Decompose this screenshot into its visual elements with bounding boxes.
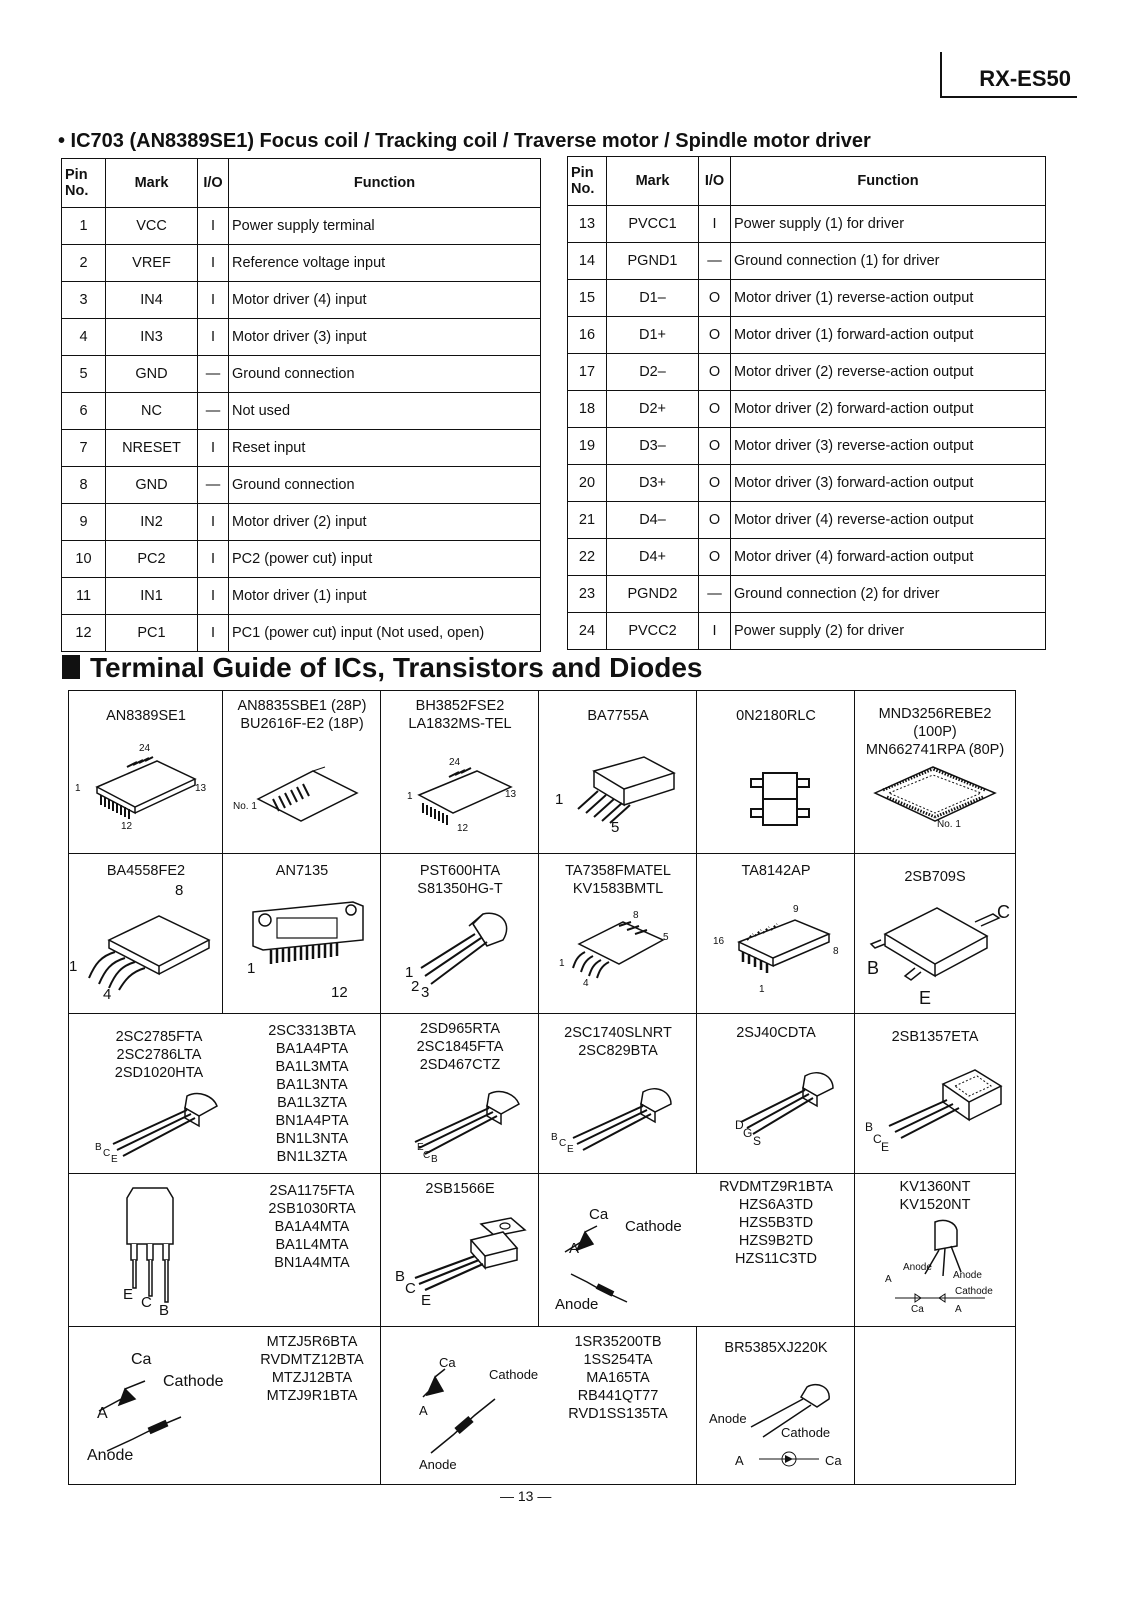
guide-cell-mtzj5r6bta: [223, 1327, 381, 1484]
guide-cell-ba7755a: [539, 691, 697, 854]
pin-label: A: [955, 1304, 962, 1315]
part-numbers: 0N2180RLC: [736, 708, 816, 724]
guide-cell-2sa1175fta: [223, 1174, 381, 1327]
pin-io: I: [198, 245, 229, 282]
header-function: Function: [229, 159, 541, 208]
guide-cell-empty: [855, 1327, 1015, 1484]
pin-label: A: [419, 1403, 428, 1418]
pin-label: Ca: [825, 1453, 842, 1468]
pin-row: [568, 539, 1046, 576]
pin-number: 11: [62, 578, 106, 615]
pin-row: [62, 245, 541, 282]
pin-function: Power supply (1) for driver: [731, 206, 1046, 243]
part-numbers: BR5385XJ220K: [724, 1340, 828, 1356]
pin-number: 21: [568, 502, 607, 539]
part-numbers: 2SA1175FTA 2SB1030RTA BA1A4MTA BA1L4MTA BN1A4MTA: [268, 1183, 356, 1271]
pin-mark: D4+: [607, 539, 699, 576]
pin-label: G: [743, 1126, 753, 1140]
part-numbers: TA8142AP: [741, 863, 811, 879]
pin-mark: PC1: [106, 615, 198, 652]
guide-cell-diode-a: [539, 1174, 697, 1327]
pin-label: 4: [583, 978, 589, 989]
pin-label: Anode: [87, 1447, 134, 1464]
pin-number: 3: [62, 282, 106, 319]
ic-package-drawing: [79, 902, 214, 992]
pin-io: O: [699, 428, 731, 465]
pin-io: O: [699, 280, 731, 317]
pin-function: Motor driver (2) forward-action output: [731, 391, 1046, 428]
guide-cell-diode-b: [69, 1327, 223, 1484]
pin-mark: IN2: [106, 504, 198, 541]
pin-function: PC2 (power cut) input: [229, 541, 541, 578]
pin-row: [568, 280, 1046, 317]
pin-function: Ground connection (1) for driver: [731, 243, 1046, 280]
pin-label: 24: [449, 757, 461, 768]
pin-label: C: [423, 1150, 431, 1161]
pin-number: 10: [62, 541, 106, 578]
pin-mark: VCC: [106, 208, 198, 245]
pin-label: E: [417, 1142, 424, 1153]
pin-label: C: [559, 1138, 567, 1149]
pin-label: C: [103, 1148, 111, 1159]
pin-io: I: [198, 504, 229, 541]
part-numbers: 2SJ40CDTA: [736, 1025, 816, 1041]
chip-package-drawing: [745, 769, 815, 829]
pin-label: Anode: [419, 1457, 457, 1472]
pin-function: Motor driver (1) input: [229, 578, 541, 615]
part-numbers: 2SC3313BTA BA1A4PTA BA1L3MTA BA1L3NTA BA1L3ZTA BN1A4PTA BN1L3NTA BN1L3ZTA: [268, 1023, 356, 1165]
pin-label: 5: [611, 819, 620, 836]
pin-function: Motor driver (3) reverse-action output: [731, 428, 1046, 465]
pin-label: B: [395, 1268, 406, 1285]
to220-package-drawing: [401, 1214, 531, 1304]
guide-cell-ta8142ap: [697, 854, 855, 1014]
pin-label: Cathode: [489, 1367, 539, 1382]
header-pin-no: Pin No.: [62, 159, 106, 208]
pin-number: 2: [62, 245, 106, 282]
pin-label: 1: [759, 984, 765, 995]
pin-label: E: [567, 1144, 574, 1155]
pin-label: Anode: [555, 1296, 599, 1313]
guide-cell-1sr35200tb: [539, 1327, 697, 1484]
guide-cell-ta7358fmatel: [539, 854, 697, 1014]
pin-label: B: [431, 1154, 438, 1165]
pin-io: I: [198, 282, 229, 319]
part-numbers: BA7755A: [587, 708, 649, 724]
part-numbers: PST600HTA S81350HG-T: [417, 863, 503, 897]
part-numbers: 2SB1357ETA: [891, 1029, 979, 1045]
pin-label: Ca: [911, 1304, 924, 1315]
pin-io: I: [198, 615, 229, 652]
pin-label: 8: [633, 910, 639, 921]
pin-function: Motor driver (2) reverse-action output: [731, 354, 1046, 391]
header-function: Function: [731, 157, 1046, 206]
pin-function: Reference voltage input: [229, 245, 541, 282]
pin-label: Cathode: [781, 1425, 831, 1440]
pin-number: 1: [62, 208, 106, 245]
pin-io: I: [198, 541, 229, 578]
section-square-bullet: [62, 655, 80, 679]
part-numbers: RVDMTZ9R1BTA HZS6A3TD HZS5B3TD HZS9B2TD HZS11C3TD: [719, 1179, 833, 1267]
guide-cell-rvdmtz9r1bta: [697, 1174, 855, 1327]
terminal-guide-grid: [68, 690, 1016, 1485]
pin-label: D: [735, 1118, 744, 1132]
pin-row: [568, 243, 1046, 280]
pin-mark: IN1: [106, 578, 198, 615]
pin-function: Ground connection: [229, 356, 541, 393]
guide-cell-2sd965rta: [381, 1014, 539, 1174]
pin-io: O: [699, 465, 731, 502]
guide-cell-2sc1740slnrt: [539, 1014, 697, 1174]
pin-mark: D2–: [607, 354, 699, 391]
pin-number: 16: [568, 317, 607, 354]
pin-number: 12: [62, 615, 106, 652]
model-number: RX-ES50: [979, 66, 1071, 91]
pin-row: [568, 502, 1046, 539]
pin-row: [62, 282, 541, 319]
pin-mark: NRESET: [106, 430, 198, 467]
pin-label: B: [159, 1302, 170, 1319]
pin-mark: PVCC1: [607, 206, 699, 243]
header-mark: Mark: [607, 157, 699, 206]
pin-io: I: [699, 206, 731, 243]
pin-label: Cathode: [163, 1373, 224, 1390]
pin-row: [568, 613, 1046, 650]
pin-label: Cathode: [955, 1286, 993, 1297]
pin-row: [62, 541, 541, 578]
part-numbers: AN7135: [275, 863, 329, 879]
guide-cell-kv1360nt: [855, 1174, 1015, 1327]
pin-io: —: [198, 356, 229, 393]
part-numbers: 2SB1566E: [425, 1181, 495, 1197]
pin-label: Anode: [709, 1411, 747, 1426]
guide-cell-2sc2785fta: [69, 1014, 223, 1174]
pin-io: —: [699, 243, 731, 280]
pin-function: Motor driver (3) input: [229, 319, 541, 356]
guide-cell-mnd3256rebe2: [855, 691, 1015, 854]
pin-label: 1: [555, 791, 564, 808]
pin-label: Anode: [953, 1270, 982, 1281]
pin-number: 15: [568, 280, 607, 317]
pin-label: A: [569, 1240, 580, 1257]
pin-label: E: [881, 1140, 890, 1154]
pin-mark: D4–: [607, 502, 699, 539]
pin-mark: PGND2: [607, 576, 699, 613]
pin-io: O: [699, 317, 731, 354]
guide-cell-to126: [69, 1174, 223, 1327]
pin-label: C: [141, 1294, 152, 1311]
guide-cell-2sb1566e: [381, 1174, 539, 1327]
pin-label: 1: [75, 783, 81, 794]
pin-label: 12: [331, 984, 348, 1001]
ic-package-drawing: [253, 759, 363, 829]
pin-row: [568, 354, 1046, 391]
header-io: I/O: [198, 159, 229, 208]
pin-function: Not used: [229, 393, 541, 430]
pin-function: Ground connection: [229, 467, 541, 504]
pin-row: [568, 465, 1046, 502]
pin-label: Ca: [589, 1206, 609, 1223]
part-numbers: TA7358FMATEL KV1583BMTL: [565, 863, 671, 897]
pin-label: 9: [793, 904, 799, 915]
to92-package-drawing: [403, 906, 523, 991]
pin-row: [62, 504, 541, 541]
transistor-package-drawing: [559, 1080, 689, 1150]
part-numbers: BA4558FE2: [106, 863, 186, 879]
pin-mark: PC2: [106, 541, 198, 578]
pin-label: 1: [405, 964, 414, 981]
pin-mark: PGND1: [607, 243, 699, 280]
pin-number: 24: [568, 613, 607, 650]
pin-label: E: [111, 1154, 118, 1165]
pin-io: O: [699, 502, 731, 539]
pin-mark: NC: [106, 393, 198, 430]
pin-label: Cathode: [625, 1218, 682, 1235]
pin-number: 7: [62, 430, 106, 467]
pin-number: 20: [568, 465, 607, 502]
pin-number: 8: [62, 467, 106, 504]
pin-row: [62, 467, 541, 504]
pin-label: 4: [103, 986, 112, 1003]
varicap-package-drawing: [885, 1216, 995, 1316]
pin-number: 17: [568, 354, 607, 391]
pin-table-right: [567, 156, 1046, 650]
pin-row: [568, 206, 1046, 243]
pin-label: B: [551, 1132, 558, 1143]
pin-io: —: [699, 576, 731, 613]
pin-label: 2: [411, 978, 420, 995]
pin-label: 8: [175, 882, 184, 899]
pin-label: E: [421, 1292, 432, 1309]
pin-io: I: [198, 578, 229, 615]
pin-number: 9: [62, 504, 106, 541]
part-numbers: 1SR35200TB 1SS254TA MA165TA RB441QT77 RVD1SS135TA: [568, 1334, 668, 1422]
pin-label: 24: [139, 743, 151, 754]
pin-label: 12: [457, 823, 469, 834]
pin-label: 13: [195, 783, 207, 794]
header-mark: Mark: [106, 159, 198, 208]
pin-mark: D1–: [607, 280, 699, 317]
pin-row: [62, 578, 541, 615]
ic-package-drawing: [87, 749, 207, 824]
pin-label: 12: [121, 821, 133, 832]
pin-mark: D3–: [607, 428, 699, 465]
pin-number: 14: [568, 243, 607, 280]
pin-mark: GND: [106, 356, 198, 393]
guide-cell-2sb709s: [855, 854, 1015, 1014]
pin-function: Motor driver (1) reverse-action output: [731, 280, 1046, 317]
pin-mark: D2+: [607, 391, 699, 428]
guide-cell-2sb1357eta: [855, 1014, 1015, 1174]
pin-row: [62, 393, 541, 430]
part-numbers: 2SD965RTA 2SC1845FTA 2SD467CTZ: [416, 1021, 504, 1073]
pin-function: Motor driver (1) forward-action output: [731, 317, 1046, 354]
pin-io: O: [699, 354, 731, 391]
pin-label: B: [865, 1120, 874, 1134]
pin-label: S: [753, 1134, 762, 1148]
pin-number: 19: [568, 428, 607, 465]
pin-row: [62, 208, 541, 245]
pin-label: A: [97, 1405, 108, 1422]
pin-label: C: [873, 1132, 882, 1146]
pin-mark: D3+: [607, 465, 699, 502]
guide-cell-diode-c: [381, 1327, 539, 1484]
pin-io: I: [699, 613, 731, 650]
qfp-package-drawing: [867, 759, 1002, 829]
pin-label: No. 1: [937, 819, 961, 830]
sip-package-drawing: [564, 751, 679, 831]
pin-mark: GND: [106, 467, 198, 504]
pin-mark: D1+: [607, 317, 699, 354]
pin-label: 1: [69, 958, 78, 975]
pin-label: A: [885, 1274, 892, 1285]
pin-table-left: [61, 158, 541, 652]
pin-row: [62, 356, 541, 393]
pin-io: O: [699, 391, 731, 428]
guide-cell-2sc3313bta: [223, 1014, 381, 1174]
part-numbers: 2SC2785FTA 2SC2786LTA 2SD1020HTA: [114, 1029, 204, 1081]
transistor-package-drawing: [99, 1086, 229, 1156]
pin-label: 1: [559, 958, 565, 969]
pin-label: 16: [713, 936, 725, 947]
pin-number: 5: [62, 356, 106, 393]
pin-function: Power supply (2) for driver: [731, 613, 1046, 650]
pin-function: Power supply terminal: [229, 208, 541, 245]
pin-io: —: [198, 467, 229, 504]
pin-row: [62, 615, 541, 652]
pin-label: 8: [833, 946, 839, 957]
pin-io: —: [198, 393, 229, 430]
terminal-guide-title: [62, 652, 703, 684]
part-numbers: MTZJ5R6BTA RVDMTZ12BTA MTZJ12BTA MTZJ9R1BTA: [260, 1334, 364, 1404]
part-numbers: BH3852FSE2 LA1832MS-TEL: [408, 698, 512, 732]
pin-label: 1: [407, 791, 413, 802]
zip-package-drawing: [243, 892, 368, 982]
part-numbers: AN8389SE1: [106, 708, 186, 724]
pin-row: [568, 428, 1046, 465]
pin-label: Ca: [439, 1355, 456, 1370]
part-numbers: MND3256REBE2 (100P) MN662741RPA (80P): [865, 706, 1005, 758]
model-header-box: [940, 52, 1077, 98]
pin-label: E: [919, 988, 932, 1008]
header-io: I/O: [699, 157, 731, 206]
pin-label: C: [405, 1280, 416, 1297]
header-pin-no: Pin No.: [568, 157, 607, 206]
pin-label: Anode: [903, 1262, 932, 1273]
pin-mark: IN3: [106, 319, 198, 356]
pin-number: 23: [568, 576, 607, 613]
pin-mark: VREF: [106, 245, 198, 282]
pin-function: PC1 (power cut) input (Not used, open): [229, 615, 541, 652]
guide-cell-an8835sbe1: [223, 691, 381, 854]
guide-cell-2sj40cdta: [697, 1014, 855, 1174]
part-numbers: AN8835SBE1 (28P) BU2616F-E2 (18P): [237, 698, 367, 732]
pin-label: Ca: [131, 1351, 152, 1368]
pin-label: E: [123, 1286, 134, 1303]
pin-io: I: [198, 430, 229, 467]
pin-io: I: [198, 319, 229, 356]
part-numbers: KV1360NT KV1520NT: [899, 1179, 971, 1213]
guide-cell-br5385xj220k: [697, 1327, 855, 1484]
pin-io: O: [699, 539, 731, 576]
guide-cell-bh3852fse2: [381, 691, 539, 854]
pin-number: 6: [62, 393, 106, 430]
guide-cell-pst600hta: [381, 854, 539, 1014]
pin-mark: PVCC2: [607, 613, 699, 650]
pin-function: Motor driver (2) input: [229, 504, 541, 541]
guide-cell-an7135: [223, 854, 381, 1014]
pin-label: 3: [421, 984, 430, 1001]
page-number: — 13 —: [500, 1488, 552, 1504]
guide-cell-an8389se1: [69, 691, 223, 854]
pin-row: [568, 576, 1046, 613]
pin-row: [62, 319, 541, 356]
terminal-guide-title-text: Terminal Guide of ICs, Transistors and Diodes: [90, 652, 703, 683]
dip-package-drawing: [725, 912, 835, 982]
guide-cell-0n2180rlc: [697, 691, 855, 854]
pin-number: 18: [568, 391, 607, 428]
part-numbers: 2SC1740SLNRT 2SC829BTA: [564, 1025, 672, 1059]
transistor-package-drawing: [875, 1064, 1005, 1149]
part-numbers: 2SB709S: [904, 869, 966, 885]
pin-function: Motor driver (4) reverse-action output: [731, 502, 1046, 539]
pin-label: No. 1: [233, 801, 257, 812]
pin-number: 4: [62, 319, 106, 356]
ic703-section-title: • IC703 (AN8389SE1) Focus coil / Tracking coil / Traverse motor / Spindle motor driver: [58, 130, 871, 152]
pin-label: B: [95, 1142, 102, 1153]
pin-label: B: [867, 958, 880, 978]
pin-label: 5: [663, 932, 669, 943]
pin-mark: IN4: [106, 282, 198, 319]
pin-function: Motor driver (4) input: [229, 282, 541, 319]
pin-label: 13: [505, 789, 517, 800]
pin-function: Motor driver (4) forward-action output: [731, 539, 1046, 576]
pin-function: Ground connection (2) for driver: [731, 576, 1046, 613]
pin-row: [568, 317, 1046, 354]
pin-function: Reset input: [229, 430, 541, 467]
pin-row: [62, 430, 541, 467]
pin-io: I: [198, 208, 229, 245]
pin-number: 13: [568, 206, 607, 243]
pin-function: Motor driver (3) forward-action output: [731, 465, 1046, 502]
ic-package-drawing: [567, 910, 667, 980]
pin-row: [568, 391, 1046, 428]
ic-package-drawing: [409, 761, 519, 826]
sot89-package-drawing: [875, 898, 1000, 988]
pin-label: 1: [247, 960, 256, 977]
guide-cell-ba4558fe2: [69, 854, 223, 1014]
pin-label: A: [735, 1453, 744, 1468]
pin-number: 22: [568, 539, 607, 576]
pin-label: C: [997, 902, 1010, 922]
